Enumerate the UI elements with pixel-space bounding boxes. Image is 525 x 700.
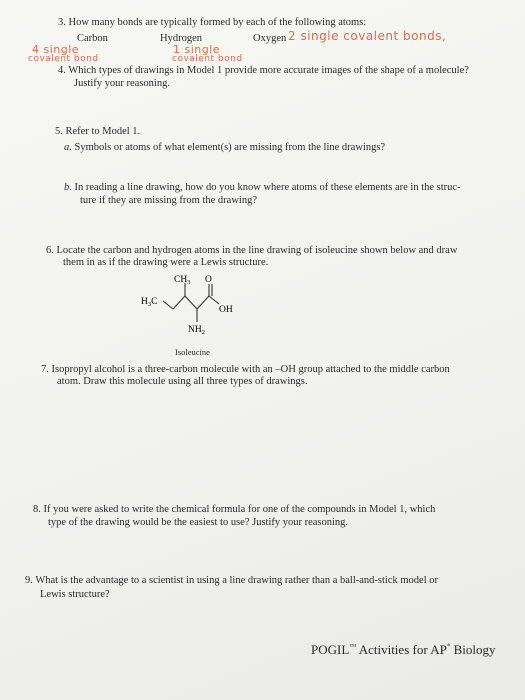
- label-nh2: $NH_2$: [188, 325, 205, 336]
- q3-text: 3. How many bonds are typically formed by each of the following atoms:: [58, 17, 367, 28]
- q6-text-line2: them in as if the drawing were a Lewis structure.: [63, 257, 269, 268]
- q5a-text: a. Symbols or atoms of what element(s) are missing from the line drawings?: [64, 142, 386, 153]
- label-h3c: $H_3C$: [141, 297, 158, 308]
- label-oh: OH: [219, 305, 233, 315]
- q4-text-line2: Justify your reasoning.: [74, 78, 170, 89]
- label-oxygen: O: [205, 275, 212, 285]
- handwritten-hydrogen-line2: covalent bond: [172, 54, 243, 64]
- q5b-text: b. In reading a line drawing, how do you know where atoms of these elements are in the struc-: [64, 182, 461, 193]
- q7-text: 7. Isopropyl alcohol is a three-carbon molecule with an –OH group attached to the middle carbon: [41, 364, 450, 375]
- isoleucine-bonds: [163, 283, 219, 322]
- q6-text: 6. Locate the carbon and hydrogen atoms in the line drawing of isoleucine shown below and draw: [46, 245, 458, 256]
- molecule-caption: Isoleucine: [175, 347, 210, 357]
- q5-text: 5. Refer to Model 1.: [55, 126, 141, 137]
- q8-text-line2: type of the drawing would be the easiest to use? Justify your reasoning.: [48, 517, 349, 528]
- q7-text-line2: atom. Draw this molecule using all three types of drawings.: [57, 376, 308, 387]
- handwritten-oxygen-answer: 2 single covalent bonds,: [288, 29, 447, 43]
- q3-label-hydrogen: Hydrogen: [160, 33, 202, 44]
- q4-text: 4. Which types of drawings in Model 1 provide more accurate images of the shape of a molecule?: [58, 65, 469, 76]
- q3-label-carbon: Carbon: [77, 33, 108, 44]
- q5b-text-line2: ture if they are missing from the drawing?: [80, 195, 257, 206]
- label-ch3: $CH_3$: [174, 275, 191, 286]
- footer-title: POGIL™ Activities for AP* Biology: [311, 642, 496, 657]
- handwritten-carbon-line2: covalent bond: [28, 54, 99, 64]
- q8-text: 8. If you were asked to write the chemical formula for one of the compounds in Model 1, which: [33, 504, 436, 515]
- q9-text-line2: Lewis structure?: [40, 589, 110, 600]
- q3-label-oxygen: Oxygen: [253, 33, 287, 44]
- handwritten-hydrogen-line1: 1 single: [173, 43, 221, 56]
- isoleucine-line-drawing: [130, 268, 250, 350]
- q9-text: 9. What is the advantage to a scientist in using a line drawing rather than a ball-and-stick model or: [25, 575, 438, 586]
- handwritten-carbon-line1: 4 single: [32, 43, 80, 56]
